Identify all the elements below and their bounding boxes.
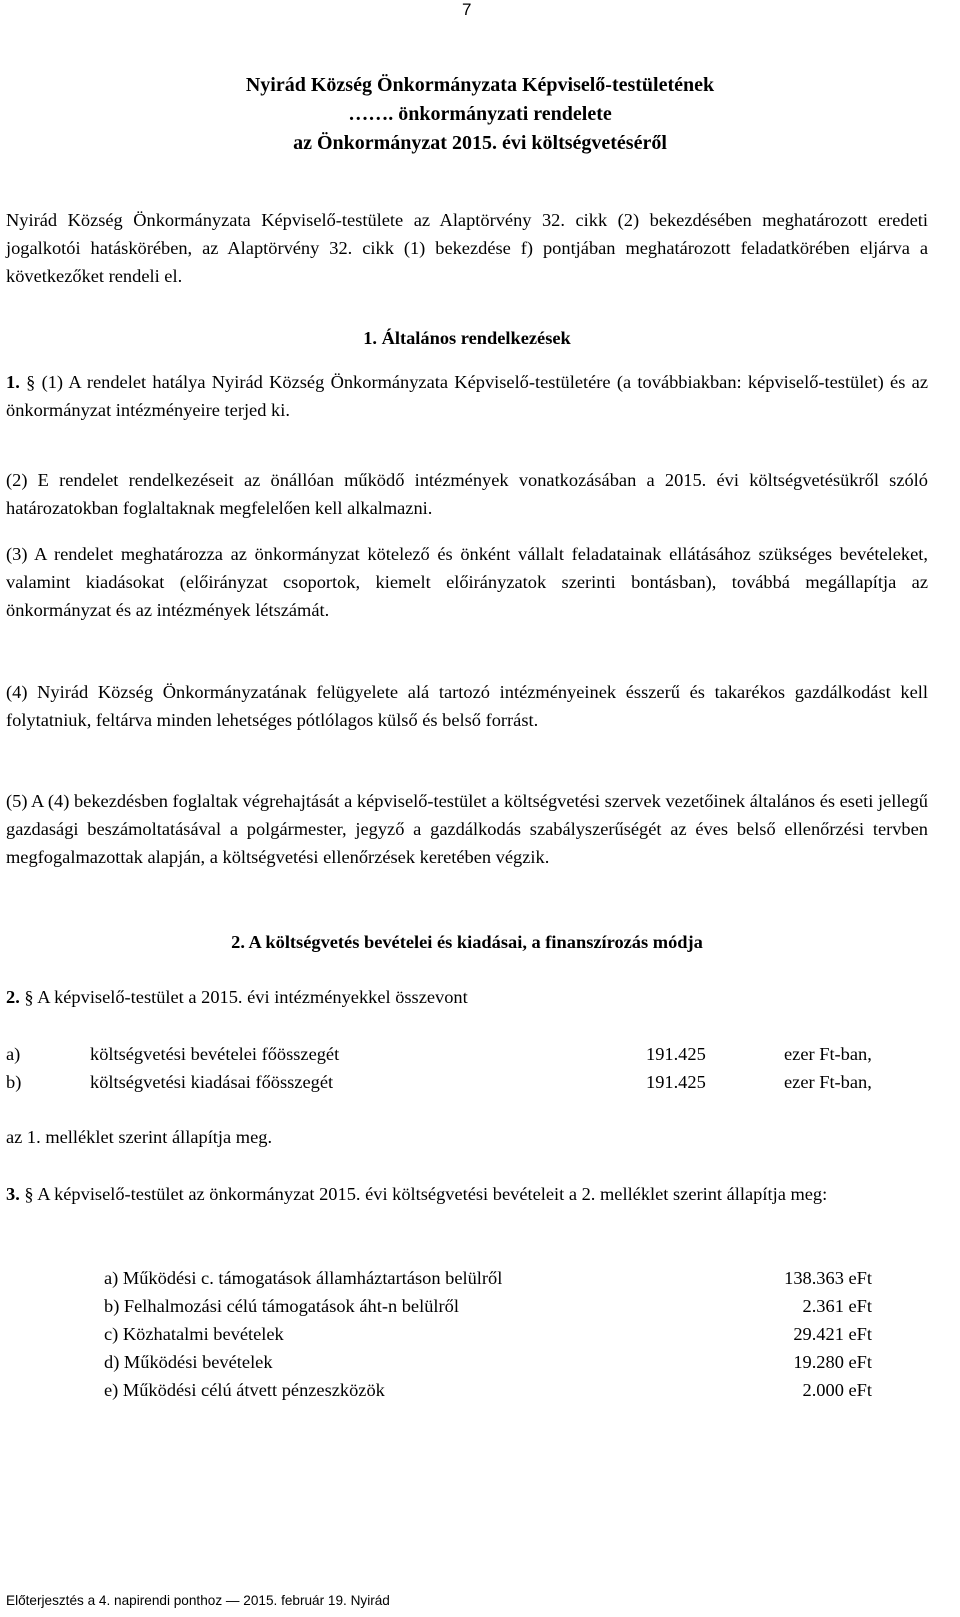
closing-line: az 1. melléklet szerint állapítja meg.: [6, 1127, 273, 1147]
document-title: [0, 71, 960, 158]
revenue-label: e) Működési célú átvett pénzeszközök: [104, 1380, 385, 1400]
revenue-label: b) Felhalmozási célú támogatások áht-n belülről: [104, 1296, 459, 1316]
title-line-3: az Önkormányzat 2015. évi költségvetéséről: [293, 132, 667, 154]
table-row: [0, 1264, 930, 1292]
paragraph-3: [6, 1180, 928, 1208]
paragraph-1-2: [6, 466, 928, 522]
section-mark: §: [26, 372, 36, 392]
revenue-amount: 2.000 eFt: [802, 1380, 872, 1400]
preamble-block: [6, 206, 928, 290]
paragraph-1-4: [6, 678, 928, 734]
paragraph-2: [6, 983, 928, 1011]
revenue-amount: 138.363 eFt: [784, 1268, 872, 1288]
revenue-amount: 19.280 eFt: [793, 1352, 872, 1372]
paragraph-text: (1) A rendelet hatálya Nyirád Község Önkormányzata Képviselő-testületére (a továbbiakban: képviselő-testület) és az önkormányzat intézményeire terjed ki.: [6, 372, 928, 420]
paragraph-text: A képviselő-testület az önkormányzat 2015. évi költségvetési bevételeit a 2. melléklet szerint állapítja meg:: [37, 1184, 828, 1204]
page-number: 7: [462, 0, 472, 19]
page-footer: Előterjesztés a 4. napirendi ponthoz — 2015. február 19. Nyirád: [6, 1593, 390, 1608]
paragraph-text: (3) A rendelet meghatározza az önkormányzat kötelező és önként vállalt feladatainak ellátásához szükséges bevételeket, valamint kiadásokat (előirányzat csoportok, kiemelt előirányzatok szerinti bontásban), továbbá megállapítja az önkormányzat és az intézmények létszámát.: [6, 544, 928, 620]
item-letter: a): [6, 1044, 21, 1064]
table-row: [0, 1292, 930, 1320]
paragraph-1-3: [6, 540, 928, 624]
item-label: költségvetési kiadásai főösszegét: [90, 1072, 334, 1092]
paragraph-number: 2.: [6, 987, 20, 1007]
table-row: [0, 1320, 930, 1348]
title-line-2: ……. önkormányzati rendelete: [348, 103, 612, 125]
table-row: [0, 1348, 930, 1376]
revenue-label: d) Működési bevételek: [104, 1352, 273, 1372]
item-letter: b): [6, 1072, 22, 1092]
section-1-title: 1. Általános rendelkezések: [363, 328, 571, 348]
paragraph-1-5: [6, 787, 928, 871]
item-unit: ezer Ft-ban,: [784, 1044, 872, 1064]
title-line-1: Nyirád Község Önkormányzata Képviselő-testületének: [245, 74, 715, 96]
revenue-amount: 2.361 eFt: [802, 1296, 872, 1316]
item-amount: 191.425: [646, 1072, 706, 1092]
section-mark: §: [24, 1184, 34, 1204]
paragraph-text: (4) Nyirád Község Önkormányzatának felügyelete alá tartozó intézményeinek ésszerű és takarékos gazdálkodást kell folytatniuk, feltárva minden lehetséges pótlólagos külső és belső forrást.: [6, 682, 928, 730]
paragraph-number: 3.: [6, 1184, 20, 1204]
item-unit: ezer Ft-ban,: [784, 1072, 872, 1092]
paragraph-text: (5) A (4) bekezdésben foglaltak végrehajtását a képviselő-testület a költségvetési szervek vezetőinek általános és eseti jellegű gazdasági beszámoltatásával a polgármester, jegyző a gazdálkodás szabályszerűségét az éves belső ellenőrzési tervben megfogalmazottak alapján, a költségvetési ellenőrzések keretében végzik.: [6, 791, 928, 867]
revenue-amount: 29.421 eFt: [793, 1324, 872, 1344]
paragraph-text: A képviselő-testület a 2015. évi intézményekkel összevont: [37, 987, 468, 1007]
section-mark: §: [24, 987, 34, 1007]
paragraph-number: 1.: [6, 372, 20, 392]
table-row: [0, 1376, 930, 1404]
paragraph-text: (2) E rendelet rendelkezéseit az önállóan működő intézmények vonatkozásában a 2015. évi költségvetésükről szóló határozatokban foglaltaknak megfelelően kell alkalmazni.: [6, 470, 928, 518]
revenue-label: c) Közhatalmi bevételek: [104, 1324, 284, 1344]
item-label: költségvetési bevételei főösszegét: [90, 1044, 340, 1064]
revenue-label: a) Működési c. támogatások államháztartáson belülről: [104, 1268, 503, 1288]
section-2-title: 2. A költségvetés bevételei és kiadásai, a finanszírozás módja: [231, 932, 703, 952]
item-amount: 191.425: [646, 1044, 706, 1064]
preamble: Nyirád Község Önkormányzata Képviselő-testülete az Alaptörvény 32. cikk (2) bekezdésében meghatározott eredeti jogalkotói hatáskörében, az Alaptörvény 32. cikk (1) bekezdése f) pontjában meghatározott feladatkörében eljárva a következőket rendeli el.: [6, 210, 928, 286]
paragraph-1-1: [6, 368, 928, 424]
